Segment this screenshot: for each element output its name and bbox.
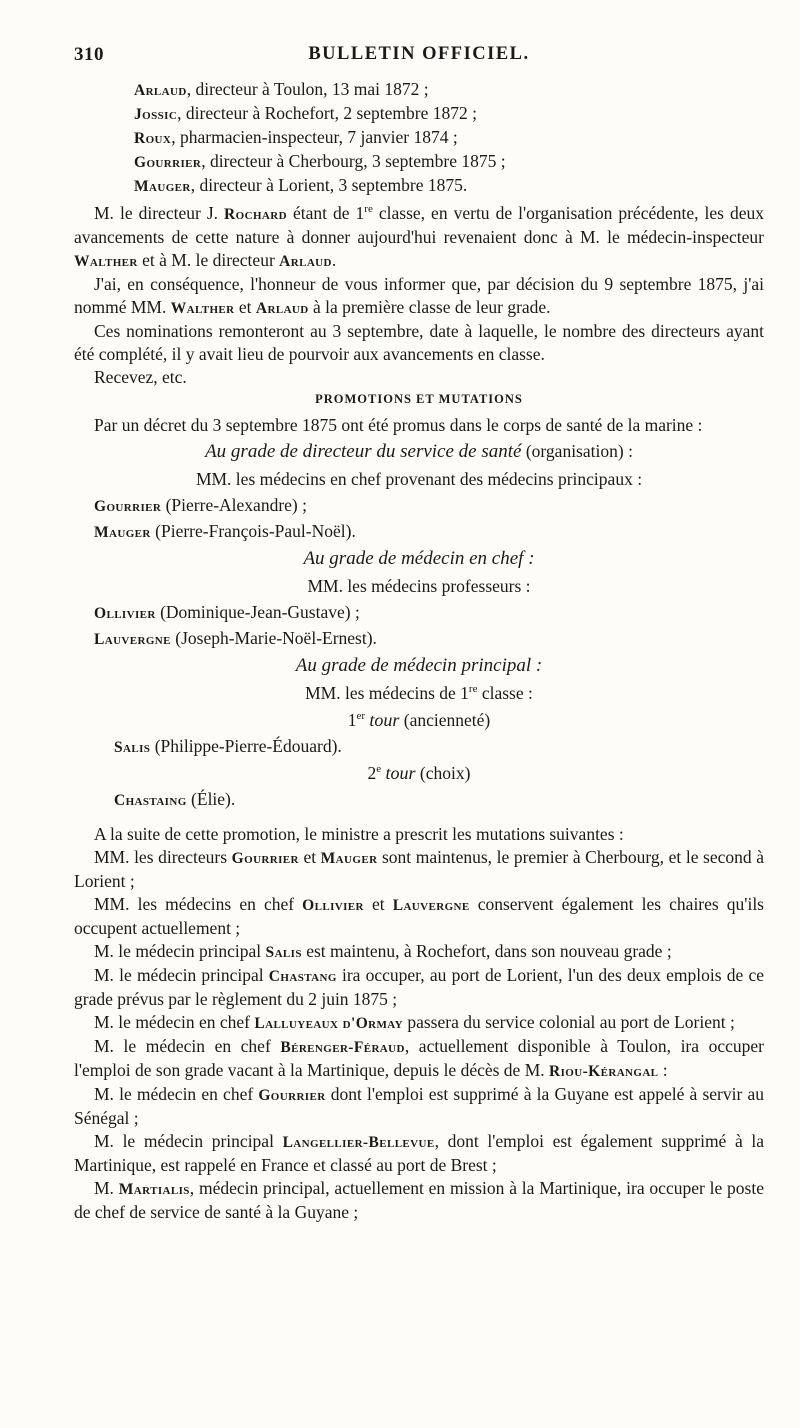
paragraph-decision: J'ai, en conséquence, l'honneur de vous informer que, par décision du 9 septembre 1875, j'ai nommé MM. Walther et Arlaud à la première classe de leur grade. xyxy=(74,274,764,317)
list-item: Mauger, directeur à Lorient, 3 septembre 1875. xyxy=(134,175,468,195)
grade-title-medecin-chef: Au grade de médecin en chef : xyxy=(303,548,535,569)
grade-intro: MM. les médecins professeurs : xyxy=(307,576,531,596)
decree-paragraph: Par un décret du 3 septembre 1875 ont été promus dans le corps de santé de la marine : xyxy=(94,415,703,435)
list-item: Arlaud, directeur à Toulon, 13 mai 1872 ; xyxy=(134,79,429,99)
mutation-paragraph: M. le médecin en chef Lalluyeaux d'Ormay passera du service colonial au port de Lorient ; xyxy=(94,1012,735,1032)
grade-title-directeur: Au grade de directeur du service de santé (organisation) : xyxy=(205,441,633,462)
tour-heading: 2e tour (choix) xyxy=(367,763,471,783)
paragraph-rochard: M. le directeur J. Rochard étant de 1re classe, en vertu de l'organisation précédente, les deux avancements de cette nature à donner aujourd'hui revenaient donc à M. le médecin-inspecteur Walther et à M. le directeur Arlaud. xyxy=(74,203,765,270)
directors-list xyxy=(74,78,764,198)
running-title: BULLETIN OFFICIEL. xyxy=(308,44,530,64)
mutation-paragraph: M. le médecin principal Chastang ira occuper, au port de Lorient, l'un des deux emplois de ce grade prévus par le règlement du 2 juin 1875 ; xyxy=(74,965,764,1009)
grade-title-medecin-principal: Au grade de médecin principal : xyxy=(295,655,543,676)
paragraph-nominations: Ces nominations remonteront au 3 septembre, date à laquelle, le nombre des directeurs ayant été complété, il y avait lieu de pourvoir aux avancements en classe. xyxy=(74,321,764,364)
mutation-paragraph: MM. les directeurs Gourrier et Mauger sont maintenus, le premier à Cherbourg, et le second à Lorient ; xyxy=(74,847,764,891)
promoted-name: Ollivier (Dominique-Jean-Gustave) ; xyxy=(94,602,360,622)
mutation-paragraph: MM. les médecins en chef Ollivier et Lauvergne conservent également les chaires qu'ils occupent actuellement ; xyxy=(74,894,764,938)
promoted-name: Chastaing (Élie). xyxy=(114,789,236,809)
mutation-paragraph: M. le médecin en chef Gourrier dont l'emploi est supprimé à la Guyane est appelé à servir au Sénégal ; xyxy=(74,1084,764,1128)
mutation-paragraph: M. le médecin en chef Bérenger-Féraud, actuellement disponible à Toulon, ira occuper l'emploi de son grade vacant à la Martinique, depuis le décès de M. Riou-Kérangal : xyxy=(74,1036,764,1080)
mutation-paragraph: M. le médecin principal Langellier-Bellevue, dont l'emploi est également supprimé à la Martinique, est rappelé en France et classé au port de Brest ; xyxy=(74,1131,764,1175)
list-item: Roux, pharmacien-inspecteur, 7 janvier 1874 ; xyxy=(134,127,458,147)
promoted-name: Salis (Philippe-Pierre-Édouard). xyxy=(114,736,342,756)
mutation-paragraph: M. le médecin principal Salis est maintenu, à Rochefort, dans son nouveau grade ; xyxy=(94,941,672,961)
page-number: 310 xyxy=(74,44,104,65)
promoted-name: Mauger (Pierre-François-Paul-Noël). xyxy=(94,521,356,541)
list-item: Jossic, directeur à Rochefort, 2 septembre 1872 ; xyxy=(134,103,477,123)
grade-intro: MM. les médecins de 1re classe : xyxy=(305,683,533,703)
page-header xyxy=(74,44,764,78)
section-title: PROMOTIONS ET MUTATIONS xyxy=(315,392,523,406)
mutation-paragraph: M. Martialis, médecin principal, actuellement en mission à la Martinique, ira occuper le poste de chef de service de santé à la Guyane ; xyxy=(74,1178,764,1222)
closing-formula: Recevez, etc. xyxy=(94,367,187,387)
mutations-intro: A la suite de cette promotion, le ministre a prescrit les mutations suivantes : xyxy=(94,824,624,844)
list-item: Gourrier, directeur à Cherbourg, 3 septembre 1875 ; xyxy=(134,151,506,171)
tour-heading: 1er tour (ancienneté) xyxy=(347,710,491,730)
promoted-name: Lauvergne (Joseph-Marie-Noël-Ernest). xyxy=(94,628,377,648)
grade-intro: MM. les médecins en chef provenant des médecins principaux : xyxy=(195,469,643,489)
document-page xyxy=(74,44,764,1224)
promoted-name: Gourrier (Pierre-Alexandre) ; xyxy=(94,495,307,515)
